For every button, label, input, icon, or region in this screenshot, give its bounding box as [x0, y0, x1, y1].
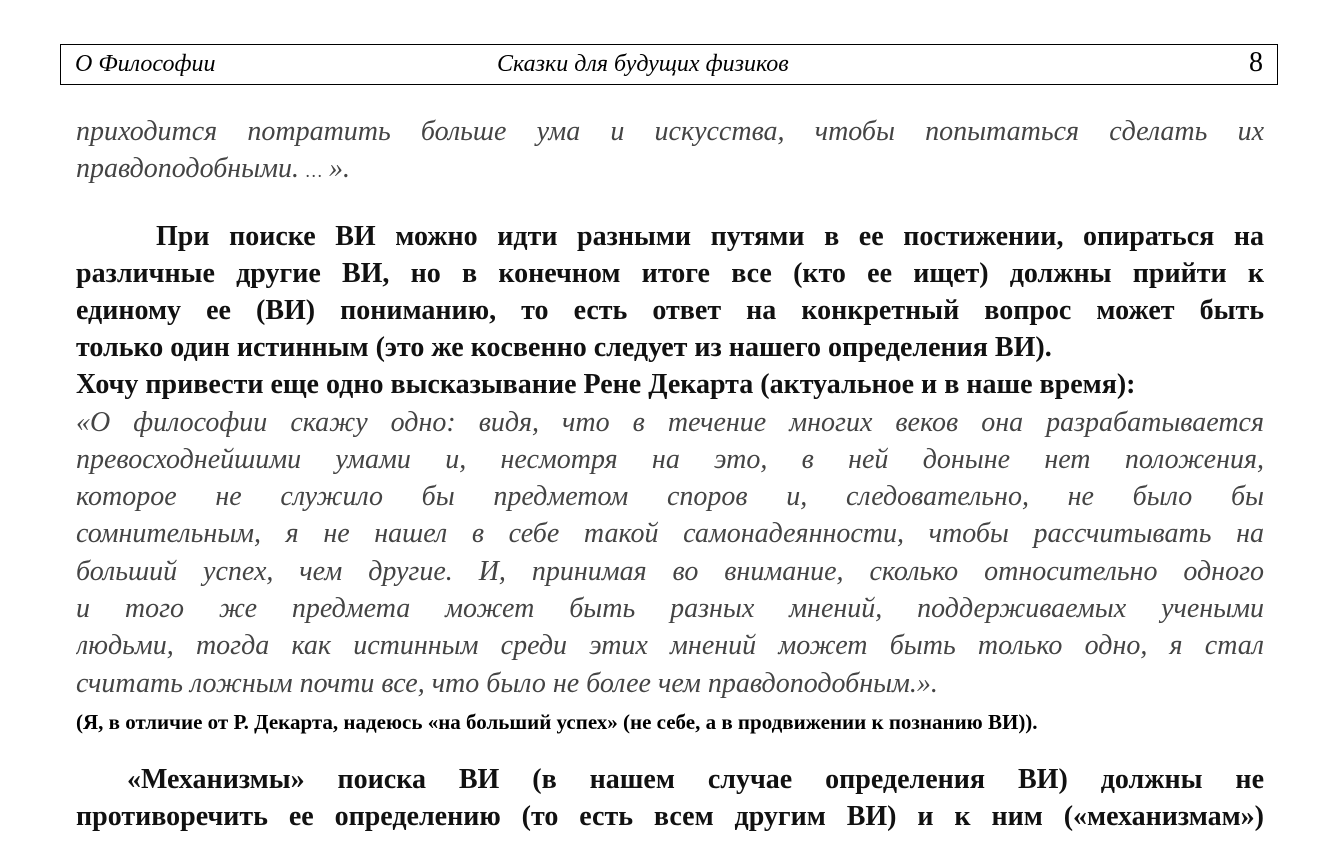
descartes-quote-line: считать ложным почти все, что было не более чем правдоподобным.». [76, 668, 938, 699]
descartes-quote-line: людьми, тогда как истинным среди этих мнений может быть только одно, я стал [76, 630, 1264, 661]
paragraph-2-line-1: «Механизмы» поиска ВИ (в нашем случае определения ВИ) должны не [127, 764, 1264, 795]
paragraph-1-line-3: единому ее (ВИ) пониманию, то есть ответ на конкретный вопрос может быть [76, 295, 1264, 326]
quote-continuation-line-1: приходится потратить больше ума и искусства, чтобы попытаться сделать их [76, 116, 1264, 147]
header-section-title: О Философии [75, 51, 216, 77]
paragraph-2-line-2: противоречить ее определению (то есть всем другим ВИ) и к ним («механизмам») [76, 801, 1264, 832]
descartes-quote-line: и того же предмета может быть разных мнений, поддерживаемых учеными [76, 593, 1264, 624]
author-note: (Я, в отличие от Р. Декарта, надеюсь «на больший успех» (не себе, а в продвижении к познанию ВИ)). [76, 710, 1038, 734]
header-book-title: Сказки для будущих физиков [497, 51, 789, 77]
page-number: 8 [1249, 47, 1263, 78]
paragraph-1-line-1: При поиске ВИ можно идти разными путями в ее постижении, опираться на [156, 221, 1264, 252]
quote-continuation-line-2 [76, 153, 1264, 185]
page-header [60, 44, 1278, 85]
paragraph-1-line-4: только один истинным (это же косвенно следует из нашего определения ВИ). [76, 332, 1052, 363]
quote-continuation-text: правдоподобными. [76, 153, 300, 184]
paragraph-1-line-2: различные другие ВИ, но в конечном итоге все (кто ее ищет) должны прийти к [76, 258, 1264, 289]
descartes-quote-line: больший успех, чем другие. И, принимая во внимание, сколько относительно одного [76, 556, 1264, 587]
paragraph-1-line-5: Хочу привести еще одно высказывание Рене Декарта (актуальное и в наше время): [76, 369, 1136, 400]
descartes-quote-line: сомнительным, я не нашел в себе такой самонадеянности, чтобы рассчитывать на [76, 518, 1264, 549]
descartes-quote-line: «О философии скажу одно: видя, что в течение многих веков она разрабатывается [76, 407, 1264, 438]
quote-close: ». [329, 153, 351, 184]
descartes-quote-line: которое не служило бы предметом споров и, следовательно, не было бы [76, 481, 1264, 512]
descartes-quote-line: превосходнейшими умами и, несмотря на это, в ней доныне нет положения, [76, 444, 1264, 475]
quote-ellipsis: … [306, 161, 323, 181]
